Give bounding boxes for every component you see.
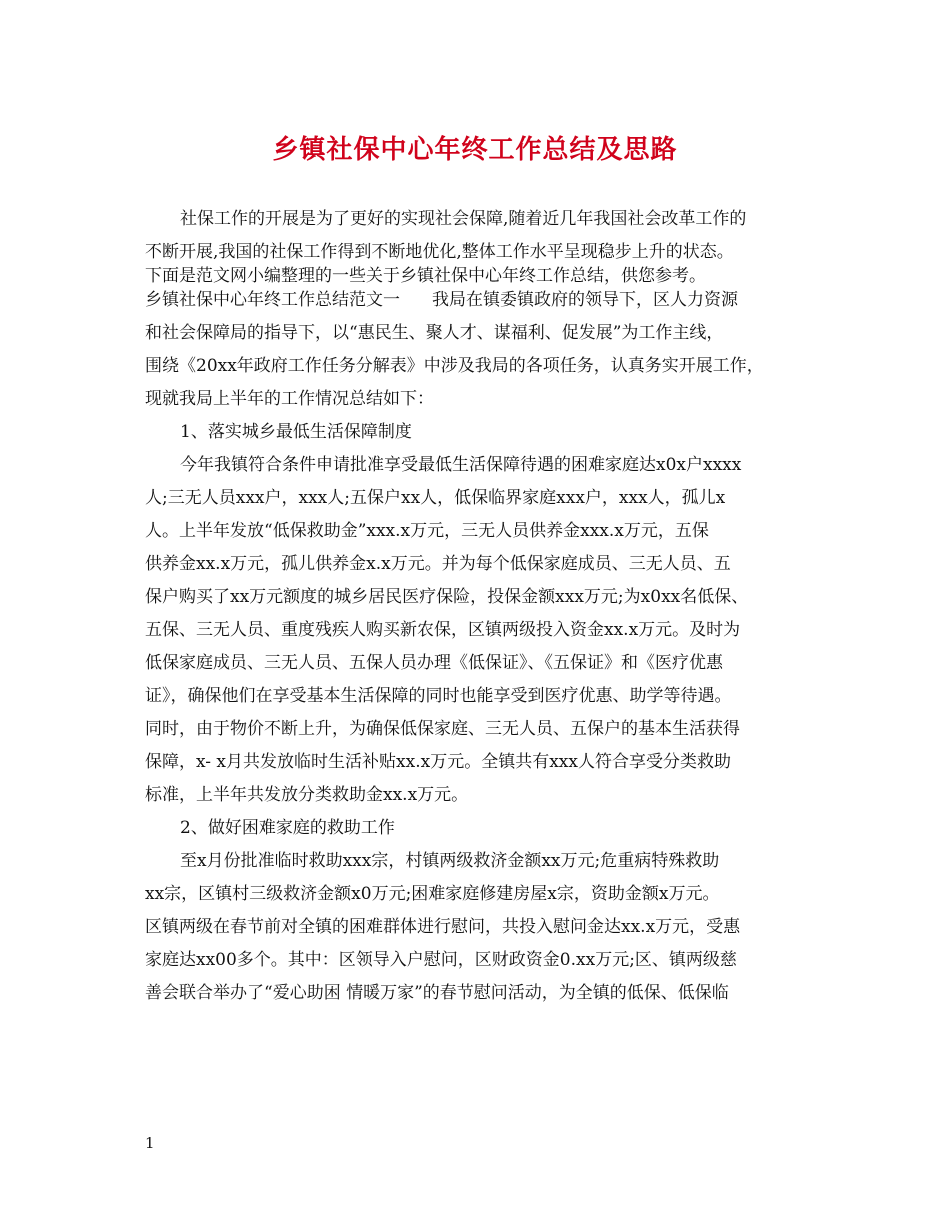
body-line: 低保家庭成员、三无人员、五保人员办理《低保证》、《五保证》和《医疗优惠 xyxy=(145,653,723,673)
body-line: 保户购买了xx万元额度的城乡居民医疗保险，投保金额xxx万元;为x0xx名低保、 xyxy=(145,587,749,607)
body-line: 不断开展,我国的社保工作得到不断地优化,整体工作水平呈现稳步上升的状态。 xyxy=(145,242,734,262)
body-line: 善会联合举办了“爱心助困 情暖万家”的春节慰问活动，为全镇的低保、低保临 xyxy=(145,983,729,1003)
body-line: 五保、三无人员、重度残疾人购买新农保，区镇两级投入资金xx.x万元。及时为 xyxy=(145,620,741,640)
body-line: xx宗，区镇村三级救济金额x0万元;困难家庭修建房屋x宗，资助金额x万元。 xyxy=(145,884,720,904)
body-line: 现就我局上半年的工作情况总结如下： xyxy=(145,389,434,409)
body-line: 家庭达xx00多个。其中：区领导入户慰问，区财政资金0.xx万元;区、镇两级慈 xyxy=(145,950,737,970)
body-line: 社保工作的开展是为了更好的实现社会保障,随着近几年我国社会改革工作的 xyxy=(180,209,747,229)
body-line: 下面是范文网小编整理的一些关于乡镇社保中心年终工作总结，供您参考。 xyxy=(145,266,706,286)
page-title: 乡镇社保中心年终工作总结及思路 xyxy=(272,135,678,165)
body-line: 围绕《20xx年政府工作任务分解表》中涉及我局的各项任务，认真务实开展工作， xyxy=(145,356,764,376)
body-line: 标准，上半年共发放分类救助金xx.x万元。 xyxy=(145,785,469,805)
body-line: 保障，x- x月共发放临时生活补贴xx.x万元。全镇共有xxx人符合享受分类救助 xyxy=(145,752,731,772)
body-line: 区镇两级在春节前对全镇的困难群体进行慰问，共投入慰问金达xx.x万元，受惠 xyxy=(145,917,741,937)
body-line: 供养金xx.x万元，孤儿供养金x.x万元。并为每个低保家庭成员、三无人员、五 xyxy=(145,554,731,574)
body-line xyxy=(145,288,825,312)
page-number: 1 xyxy=(145,1134,155,1152)
body-line: 人。上半年发放“低保救助金”xxx.x万元，三无人员供养金xxx.x万元，五保 xyxy=(145,521,709,541)
body-line: 今年我镇符合条件申请批准享受最低生活保障待遇的困难家庭达x0x户xxxx xyxy=(180,455,742,475)
body-line: 同时，由于物价不断上升，为确保低保家庭、三无人员、五保户的基本生活获得 xyxy=(145,719,740,739)
body-text: 我局在镇委镇政府的领导下，区人力资源 xyxy=(432,290,738,310)
subheading: 1、落实城乡最低生活保障制度 xyxy=(180,422,412,442)
subheading: 2、做好困难家庭的救助工作 xyxy=(180,818,395,838)
section-heading: 乡镇社保中心年终工作总结范文一 xyxy=(145,290,400,310)
body-line: 人;三无人员xxx户，xxx人;五保户xx人，低保临界家庭xxx户，xxx人，孤儿x xyxy=(145,488,726,508)
body-line: 和社会保障局的指导下，以“惠民生、聚人才、谋福利、促发展”为工作主线， xyxy=(145,323,724,343)
body-line: 证》，确保他们在享受基本生活保障的同时也能享受到医疗优惠、助学等待遇。 xyxy=(145,686,732,706)
body-line: 至x月份批准临时救助xxx宗，村镇两级救济金额xx万元;危重病特殊救助 xyxy=(180,851,720,871)
